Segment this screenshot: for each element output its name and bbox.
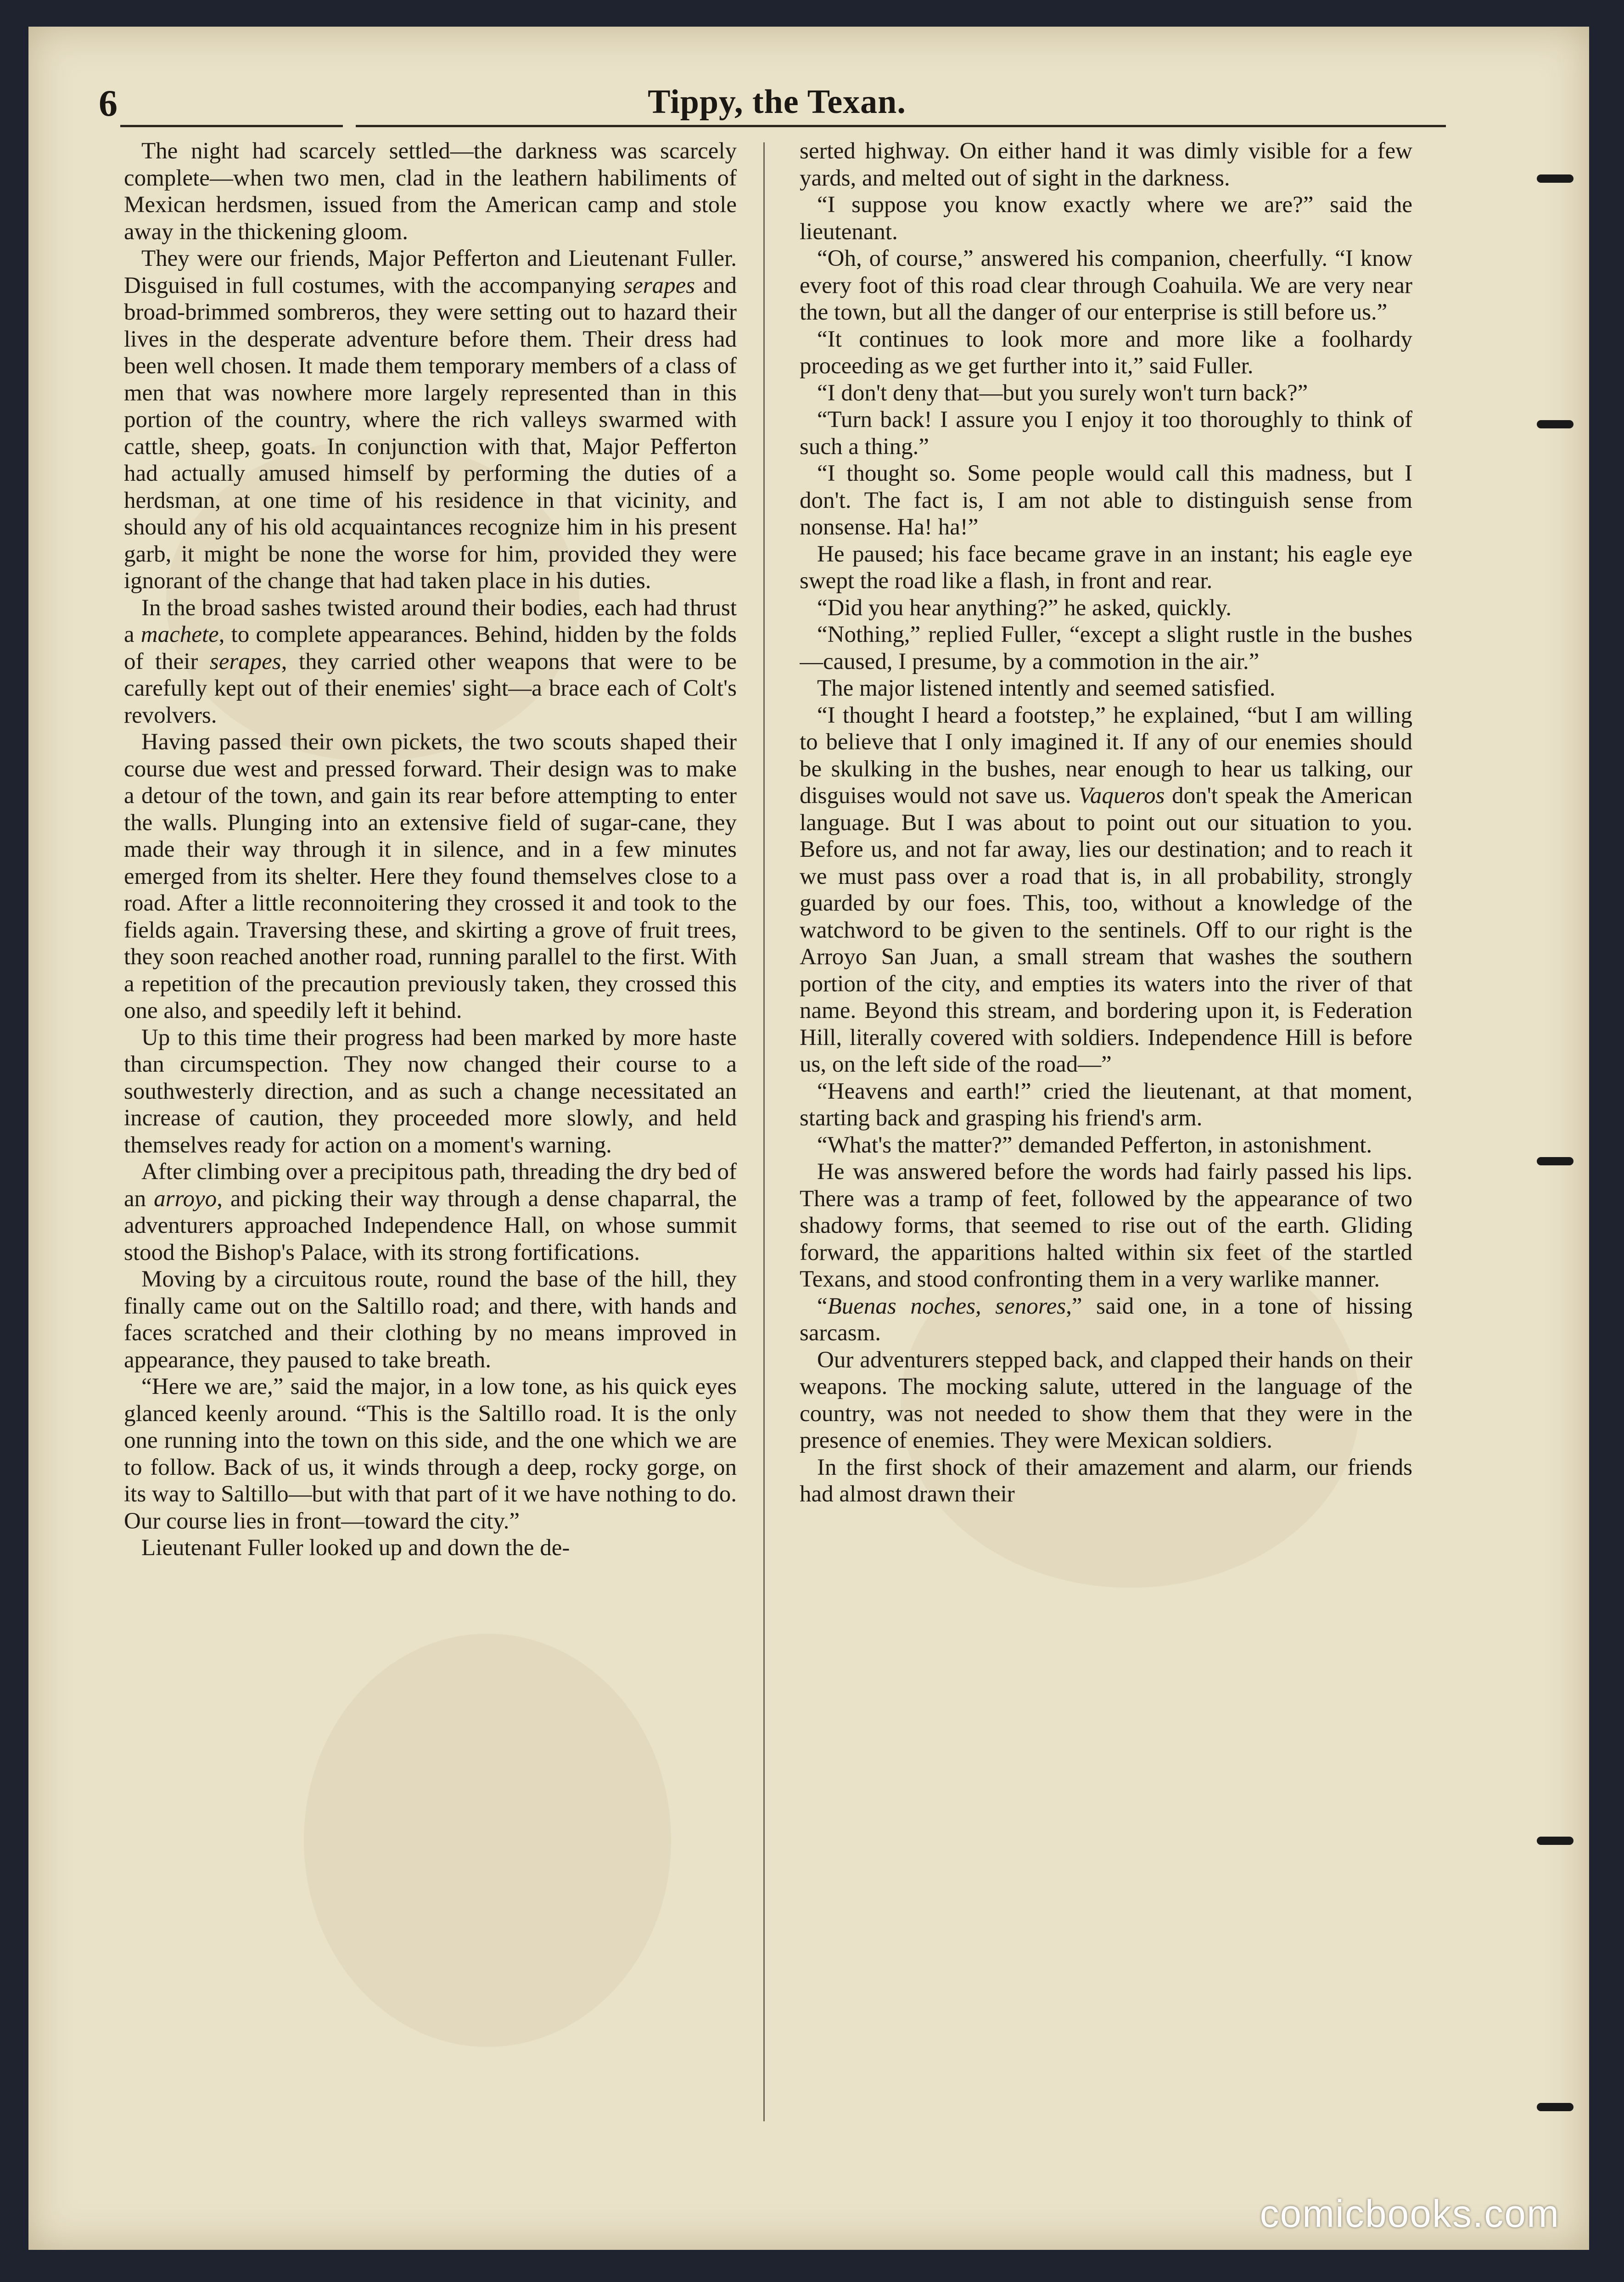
paragraph: He was answered before the words had fairly passed his lips. There was a tramp of feet, followed by the appearance of two shadowy forms, that seemed to rise out of the earth. Gliding forward, the apparitions halted within six feet of the startled Texans, and stood confronting them in a very warlike manner.	[800, 1159, 1412, 1292]
paragraph: In the broad sashes twisted around their bodies, each had thrust a machete, to complete appearances. Behind, hidden by the folds of their serapes, they carried other weapons that were to be carefully kept out of their enemies' sight—a brace each of Colt's revolvers.	[124, 595, 737, 728]
paragraph: The night had scarcely settled—the darkness was scarcely complete—when two men, clad in the leathern habiliments of Mexican herdsmen, issued from the American camp and stole away in the thickening gloom.	[124, 138, 737, 245]
staple-icon	[1537, 1837, 1574, 1845]
paragraph: He paused; his face became grave in an instant; his eagle eye swept the road like a flash, in front and rear.	[800, 541, 1412, 594]
right-column	[800, 138, 1412, 2126]
paragraph: “Turn back! I assure you I enjoy it too thoroughly to think of such a thing.”	[800, 407, 1412, 460]
paragraph: Having passed their own pickets, the two scouts shaped their course due west and pressed forward. Their design was to make a detour of the town, and gain its rear before attempting to enter the walls. Plunging into an extensive field of sugar-cane, they made their way through it in silence, and in a few minutes emerged from its shelter. Here they found themselves close to a road. After a little reconnoitering they crossed it and took to the fields again. Traversing these, and skirting a grove of fruit trees, they soon reached another road, running parallel to the first. With a repetition of the precaution previously taken, they crossed this one also, and speedily left it behind.	[124, 729, 737, 1023]
paragraph: In the first shock of their amazement and alarm, our friends had almost drawn their	[800, 1454, 1412, 1507]
staple-icon	[1537, 420, 1574, 428]
paragraph: They were our friends, Major Pefferton and Lieutenant Fuller. Disguised in full costumes, with the accompanying serapes and broad-brimmed sombreros, they were setting out to hazard their lives in the desperate adventure before them. Their dress had been well chosen. It made them temporary members of a class of men that was nowhere more largely represented than in this portion of the country, where the rich valleys swarmed with cattle, sheep, goats. In conjunction with that, Major Pefferton had actually amused himself by performing the duties of a herdsman, at one time of his residence in that vicinity, and should any of his old acquaintances recognize him in his present garb, it might be none the worse for him, provided they were ignorant of the change that had taken place in his duties.	[124, 246, 737, 594]
column-divider	[763, 142, 765, 2121]
paragraph: Lieutenant Fuller looked up and down the de-	[141, 1535, 570, 1561]
paragraph: “I thought I heard a footstep,” he explained, “but I am willing to believe that I only imagined it. If any of our enemies should be skulking in the bushes, near enough to hear us talking, our disguises would not save us. Vaqueros don't speak the American language. But I was about to point out our situation to you. Before us, and not far away, lies our destination; and to reach it we must pass over a road that is, in all probability, strongly guarded by our foes. This, too, without a knowledge of the watchword to be given to the sentinels. Off to our right is the Arroyo San Juan, a small stream that washes the southern portion of the city, and empties its waters into the river of that name. Beyond this stream, and bordering upon it, is Federation Hill, literally covered with soldiers. Independence Hill is before us, on the left side of the road—”	[800, 702, 1412, 1077]
staple-icon	[1537, 2103, 1574, 2111]
paragraph: “Buenas noches, senores,” said one, in a tone of hissing sarcasm.	[800, 1293, 1412, 1346]
header-rule	[356, 125, 1446, 127]
paragraph: “What's the matter?” demanded Pefferton, in astonishment.	[817, 1132, 1372, 1158]
paragraph: “Oh, of course,” answered his companion, cheerfully. “I know every foot of this road clear through Coahuila. We are very near the town, but all the danger of our enterprise is still before us.”	[800, 246, 1412, 325]
paragraph: “It continues to look more and more like a foolhardy proceeding as we get further into it,” said Fuller.	[800, 326, 1412, 379]
paragraph: Moving by a circuitous route, round the base of the hill, they finally came out on the Saltillo road; and there, with hands and faces scratched and their clothing by no means improved in appearance, they paused to take breath.	[124, 1266, 737, 1373]
paragraph: Our adventurers stepped back, and clapped their hands on their weapons. The mocking salute, uttered in the language of the country, was not needed to show them that they were in the presence of enemies. They were Mexican soldiers.	[800, 1347, 1412, 1453]
paragraph: “Did you hear anything?” he asked, quickly.	[817, 595, 1232, 621]
paragraph: “I suppose you know exactly where we are?” said the lieutenant.	[800, 192, 1412, 245]
paragraph: After climbing over a precipitous path, threading the dry bed of an arroyo, and picking their way through a dense chaparral, the adventurers approached Independence Hall, on whose summit stood the Bishop's Palace, with its strong fortifications.	[124, 1159, 737, 1265]
paragraph: “Nothing,” replied Fuller, “except a slight rustle in the bushes—caused, I presume, by a commotion in the air.”	[800, 622, 1412, 674]
paragraph: “Heavens and earth!” cried the lieutenant, at that moment, starting back and grasping his friend's arm.	[800, 1078, 1412, 1131]
paragraph: Up to this time their progress had been marked by more haste than circumspection. They now changed their course to a southwesterly direction, and as such a change necessitated an increase of caution, they proceeded more slowly, and held themselves ready for action on a moment's warning.	[124, 1024, 737, 1158]
staple-icon	[1537, 174, 1574, 183]
left-column	[124, 138, 737, 2126]
paragraph: “I thought so. Some people would call this madness, but I don't. The fact is, I am not able to distinguish sense from nonsense. Ha! ha!”	[800, 461, 1412, 540]
paragraph: “I don't deny that—but you surely won't turn back?”	[817, 380, 1308, 406]
page-header	[99, 69, 1455, 124]
watermark: comicbooks.com	[1260, 2192, 1560, 2235]
page-number: 6	[99, 82, 118, 124]
paragraph-continuation: serted highway. On either hand it was dimly visible for a few yards, and melted out of sight in the darkness.	[800, 138, 1412, 191]
paragraph: “Here we are,” said the major, in a low tone, as his quick eyes glanced keenly around. “This is the Saltillo road. It is the only one running into the town on this side, and the one which we are to follow. Back of us, it winds through a deep, rocky gorge, on its way to Saltillo—but with that part of it we have nothing to do. Our course lies in front—toward the city.”	[124, 1374, 737, 1534]
running-title: Tippy, the Texan.	[648, 83, 906, 121]
paragraph: The major listened intently and seemed satisfied.	[817, 675, 1276, 701]
staple-icon	[1537, 1157, 1574, 1165]
header-rule	[120, 125, 343, 127]
